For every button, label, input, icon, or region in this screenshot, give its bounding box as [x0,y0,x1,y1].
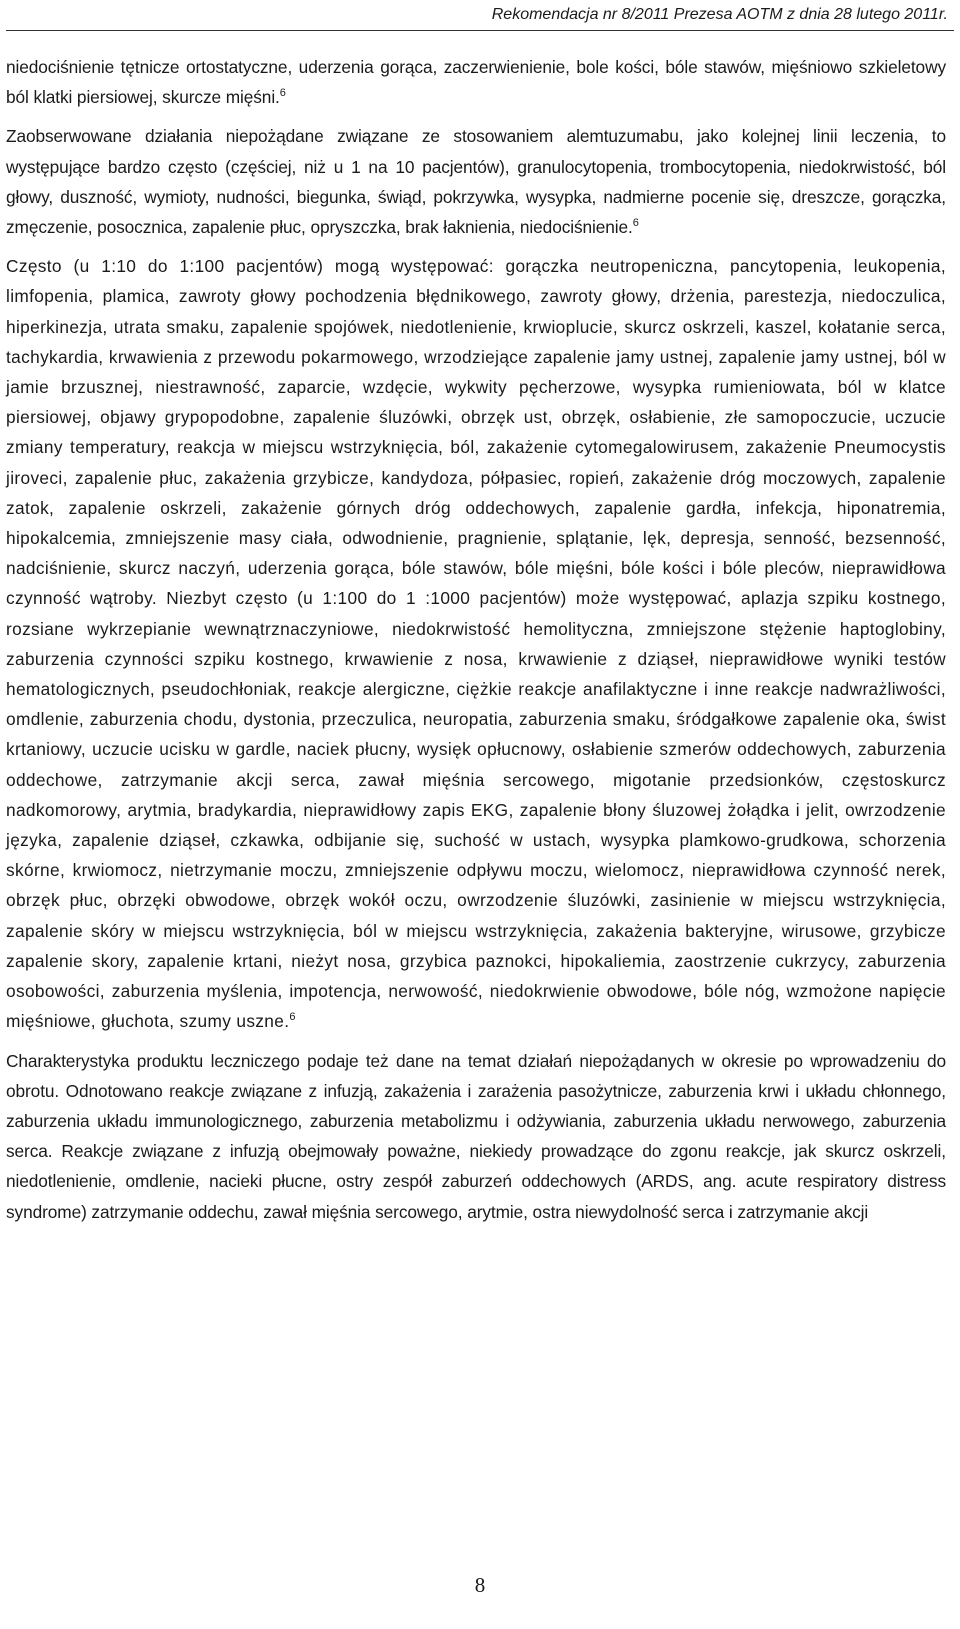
document-body [6,52,946,1236]
paragraph-3 [6,251,946,1036]
page-number: 8 [474,1573,486,1597]
paragraph-4 [6,1046,946,1227]
paragraph-2-text: Zaobserwowane działania niepożądane związane ze stosowaniem alemtuzumabu, jako kolejnej linii leczenia, to występujące bardzo często (częściej, niż u 1 na 10 pacjentów), granulocytopenia, trombocytopenia, niedokrwistość, ból głowy, duszność, wymioty, nudności, biegunka, świąd, pokrzywka, wysypka, nadmierne pocenie się, dreszcze, gorączka, zmęczenie, posocznica, zapalenie płuc, opryszczka, brak łaknienia, niedociśnienie. [6,126,946,238]
page-header: Rekomendacja nr 8/2011 Prezesa AOTM z dnia 28 lutego 2011r. [491,6,948,23]
paragraph-1-text: niedociśnienie tętnicze ortostatyczne, uderzenia gorąca, zaczerwienienie, bole kości, bóle stawów, mięśniowo szkieletowy ból klatki piersiowej, skurcze mięśni. [6,57,946,108]
footnote-ref: 6 [289,1011,296,1024]
paragraph-1 [6,52,946,112]
footnote-ref: 6 [279,87,286,100]
header-rule [6,30,954,31]
footnote-ref: 6 [632,217,639,230]
paragraph-2 [6,121,946,242]
paragraph-3-text: Często (u 1:10 do 1:100 pacjentów) mogą występować: gorączka neutropeniczna, pancytopenia, leukopenia, limfopenia, plamica, zawroty głowy pochodzenia błędnikowego, zawroty głowy, drżenia, parestezja, niedoczulica, hiperkinezja, utrata smaku, zapalenie spojówek, niedotlenienie, krwioplucie, skurcz oskrzeli, kaszel, kołatanie serca, tachykardia, krwawienia z przewodu pokarmowego, wrzodziejące zapalenie jamy ustnej, zapalenie jamy ustnej, ból w jamie brzusznej, niestrawność, zaparcie, wzdęcie, wykwity pęcherzowe, wysypka rumieniowata, ból w klatce piersiowej, objawy grypopodobne, zapalenie śluzówki, obrzęk ust, obrzęk, osłabienie, złe samopoczucie, uczucie zmiany temperatury, reakcja w miejscu wstrzyknięcia, ból, zakażenie cytomegalowirusem, zakażenie Pneumocystis jiroveci, zapalenie płuc, zakażenia grzybicze, kandydoza, półpasiec, ropień, zakażenie dróg moczowych, zapalenie zatok, zapalenie oskrzeli, zakażenie górnych dróg oddechowych, zapalenie gardła, infekcja, hiponatremia, hipokalcemia, zmniejszenie masy ciała, odwodnienie, pragnienie, splątanie, lęk, depresja, senność, bezsenność, nadciśnienie, skurcz naczyń, uderzenia gorąca, bóle stawów, bóle mięśni, bóle kości i bóle pleców, nieprawidłowa czynność wątroby. Niezbyt często (u 1:100 do 1 :1000 pacjentów) może występować, aplazja szpiku kostnego, rozsiane wykrzepianie wewnątrznaczyniowe, niedokrwistość hemolityczna, zmniejszone stężenie haptoglobiny, zaburzenia czynności szpiku kostnego, krwawienie z nosa, krwawienie z dziąseł, nieprawidłowe wyniki testów hematologicznych, pseudochłoniak, reakcje alergiczne, ciężkie reakcje anafilaktyczne i inne reakcje nadwrażliwości, omdlenie, zaburzenia chodu, dystonia, przeczulica, neuropatia, zaburzenia smaku, śródgałkowe zapalenie oka, świst krtaniowy, uczucie ucisku w gardle, naciek płucny, wysięk opłucnowy, osłabienie szmerów oddechowych, zaburzenia oddechowe, zatrzymanie akcji serca, zawał mięśnia sercowego, migotanie przedsionków, częstoskurcz nadkomorowy, arytmia, bradykardia, nieprawidłowy zapis EKG, zapalenie błony śluzowej żołądka i jelit, owrzodzenie języka, zapalenie dziąseł, czkawka, odbijanie się, suchość w ustach, wysypka plamkowo-grudkowa, schorzenia skórne, krwiomocz, nietrzymanie moczu, zmniejszenie odpływu moczu, wielomocz, nieprawidłowa czynność nerek, obrzęk płuc, obrzęki obwodowe, obrzęk wokół oczu, owrzodzenie śluzówki, zasinienie w miejscu wstrzyknięcia, zapalenie skóry w miejscu wstrzyknięcia, ból w miejscu wstrzyknięcia, zakażenia bakteryjne, wirusowe, grzybicze zapalenie skory, zapalenie krtani, nieżyt nosa, grzybica paznokci, hipokaliemia, zaostrzenie cukrzycy, zaburzenia osobowości, zaburzenia myślenia, impotencja, nerwowość, niedokrwienie obwodowe, bóle nóg, wzmożone napięcie mięśniowe, głuchota, szumy uszne. [6,256,946,1032]
paragraph-4-text: Charakterystyka produktu leczniczego podaje też dane na temat działań niepożądanych w okresie po wprowadzeniu do obrotu. Odnotowano reakcje związane z infuzją, zakażenia i zarażenia pasożytnicze, zaburzenia krwi i układu chłonnego, zaburzenia układu immunologicznego, zaburzenia metabolizmu i odżywiania, zaburzenia układu nerwowego, zaburzenia serca. Reakcje związane z infuzją obejmowały poważne, niekiedy prowadzące do zgonu reakcje, jak skurcz oskrzeli, niedotlenienie, omdlenie, nacieki płucne, ostry zespół zaburzeń oddechowych (ARDS, ang. acute respiratory distress syndrome) zatrzymanie oddechu, zawał mięśnia sercowego, arytmie, ostra niewydolność serca i zatrzymanie akcji [6,1050,946,1222]
